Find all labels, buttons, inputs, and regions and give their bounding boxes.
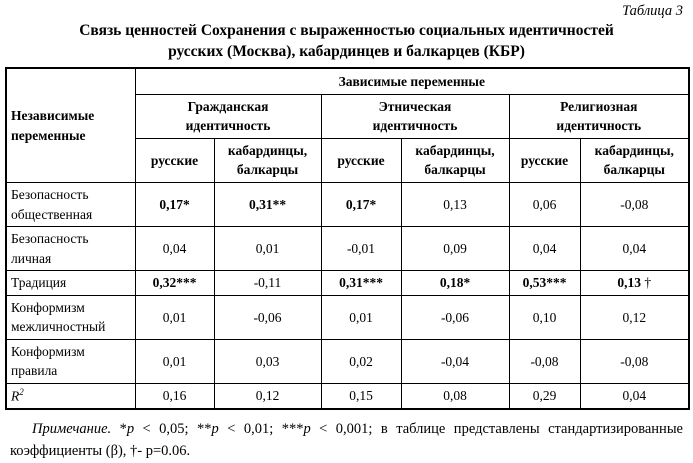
footnote-segment: < 0,01; *** bbox=[218, 421, 304, 438]
table-row bbox=[6, 271, 689, 296]
table-row bbox=[6, 227, 689, 271]
value-cell: 0,01 bbox=[214, 227, 321, 271]
value-cell: 0,01 bbox=[135, 339, 214, 383]
value-cell: 0,04 bbox=[135, 227, 214, 271]
value-cell: 0,12 bbox=[580, 295, 689, 339]
row-label: $R^2$ bbox=[6, 384, 135, 410]
table-title-line2: русских (Москва), кабардинцев и балкарцев (КБР) bbox=[168, 43, 525, 61]
value-cell: 0,04 bbox=[509, 227, 580, 271]
value-cell: -0,06 bbox=[401, 295, 509, 339]
value-cell: 0,13 † bbox=[580, 271, 689, 296]
table-row bbox=[6, 182, 689, 226]
footnote-segment: < 0,05; ** bbox=[134, 421, 212, 438]
footnote-segment: p bbox=[303, 421, 311, 438]
value-cell: 0,31*** bbox=[321, 271, 401, 296]
value-cell: 0,18* bbox=[401, 271, 509, 296]
subheader-russians-religious: русские bbox=[509, 138, 580, 182]
value-cell: 0,17* bbox=[135, 182, 214, 226]
value-cell: -0,08 bbox=[509, 339, 580, 383]
row-label: Безопасность личная bbox=[6, 227, 135, 271]
footnote-segment: * bbox=[111, 421, 127, 438]
value-cell: 0,17* bbox=[321, 182, 401, 226]
row-label: Традиция bbox=[6, 271, 135, 296]
subheader-kabardians-ethnic: кабардинцы, балкарцы bbox=[401, 138, 509, 182]
results-table bbox=[5, 67, 690, 410]
subheader-russians-ethnic: русские bbox=[321, 138, 401, 182]
value-cell: -0,01 bbox=[321, 227, 401, 271]
table-row bbox=[6, 384, 689, 410]
subheader-kabardians-civil: кабардинцы, балкарцы bbox=[214, 138, 321, 182]
value-cell: 0,09 bbox=[401, 227, 509, 271]
table-number-label: Таблица 3 bbox=[622, 3, 683, 19]
footnote bbox=[10, 419, 683, 463]
value-cell: -0,08 bbox=[580, 182, 689, 226]
table-row bbox=[6, 339, 689, 383]
header-independent-variables: Независимые переменные bbox=[6, 68, 135, 182]
table-row bbox=[6, 295, 689, 339]
value-cell: 0,04 bbox=[580, 227, 689, 271]
row-label: Безопасность общественная bbox=[6, 182, 135, 226]
value-cell: 0,03 bbox=[214, 339, 321, 383]
value-cell: 0,01 bbox=[135, 295, 214, 339]
value-cell: 0,13 bbox=[401, 182, 509, 226]
row-label: Конформизм межличностный bbox=[6, 295, 135, 339]
value-cell: 0,04 bbox=[580, 384, 689, 410]
value-cell: 0,06 bbox=[509, 182, 580, 226]
value-cell: 0,29 bbox=[509, 384, 580, 410]
value-cell: 0,32*** bbox=[135, 271, 214, 296]
value-cell: 0,15 bbox=[321, 384, 401, 410]
value-cell: 0,02 bbox=[321, 339, 401, 383]
row-label: Конформизм правила bbox=[6, 339, 135, 383]
value-cell: 0,16 bbox=[135, 384, 214, 410]
header-group-religious-identity: Религиозная идентичность bbox=[509, 94, 689, 138]
subheader-kabardians-religious: кабардинцы, балкарцы bbox=[580, 138, 689, 182]
footnote-segment: Примечание. bbox=[32, 421, 112, 438]
value-cell: -0,04 bbox=[401, 339, 509, 383]
value-cell: -0,11 bbox=[214, 271, 321, 296]
value-cell: 0,12 bbox=[214, 384, 321, 410]
subheader-russians-civil: русские bbox=[135, 138, 214, 182]
header-group-ethnic-identity: Этническая идентичность bbox=[321, 94, 509, 138]
header-group-civil-identity: Гражданская идентичность bbox=[135, 94, 321, 138]
table-title-line1: Связь ценностей Сохранения с выраженностью социальных идентичностей bbox=[79, 22, 614, 40]
value-cell: -0,06 bbox=[214, 295, 321, 339]
value-cell: 0,31** bbox=[214, 182, 321, 226]
header-dependent-variables: Зависимые переменные bbox=[135, 68, 689, 94]
value-cell: 0,53*** bbox=[509, 271, 580, 296]
value-cell: -0,08 bbox=[580, 339, 689, 383]
value-cell: 0,10 bbox=[509, 295, 580, 339]
table-title bbox=[8, 21, 685, 63]
footnote-segment: p bbox=[211, 421, 219, 438]
footnote-segment: < 0,001; в таблице представлены стандартизированные коэффициенты (β), †- p=0.06. bbox=[10, 421, 683, 459]
value-cell: 0,08 bbox=[401, 384, 509, 410]
footnote-segment: p bbox=[126, 421, 135, 438]
value-cell: 0,01 bbox=[321, 295, 401, 339]
